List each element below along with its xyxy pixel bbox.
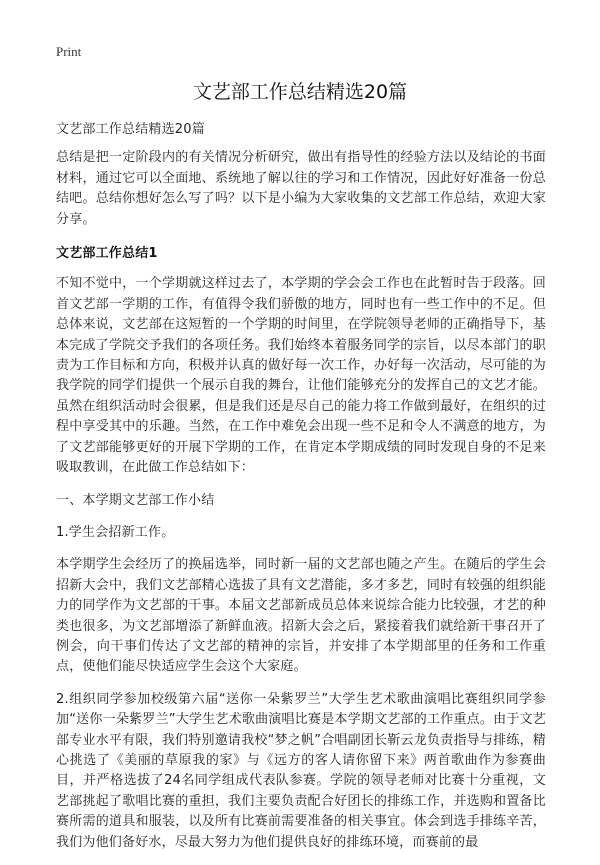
subsection-heading: 一、本学期文艺部工作小结 xyxy=(56,492,215,508)
document-body xyxy=(56,120,546,865)
section-heading: 文艺部工作总结1 xyxy=(56,246,158,262)
body-paragraph: 2.组织同学参加校级第六届“送你一朵紫罗兰”大学生艺术歌曲演唱比赛组织同学参加“送你一朵紫罗兰”大学生艺术歌曲演唱比赛是本学期文艺部的工作重点。由于文艺部专业水平有限，我们特别邀请我校“梦之帆”合唱副团长靳云龙负责指导与排练，精心挑选了《美丽的草原我的家》与《远方的客人请你留下来》两首歌曲作为参赛曲目，并严格选拔了24名同学组成代表队参赛。学院的领导老师对比赛十分重视，文艺部挑起了歌唱比赛的重担，我们主要负责配合好团长的排练工作，并选购和置备比赛所需的道具和服装，以及所有比赛前需要准备的相关事宜。体会到选手排练辛苦，我们为他们备好水，尽最大努力为他们提供良好的排练环境，而赛前的最 xyxy=(56,691,546,850)
body-paragraph: 本学期学生会经历了的换届选举，同时新一届的文艺部也随之产生。在随后的学生会招新大会中，我们文艺部精心选拔了具有文艺潜能，多才多艺，同时有较强的组织能力的同学作为文艺部的干事。本届文艺部新成员总体来说综合能力比较强，才艺的种类也很多，为文艺部增添了新鲜血液。招新大会之后，紧接着我们就给新干事召开了例会，向干事们传达了文艺部的精神的宗旨，并安排了本学期部里的任务和工作重点，使他们能尽快适应学生会这个大家庭。 xyxy=(56,557,546,675)
print-link[interactable]: Print xyxy=(56,44,82,59)
document-title: 文艺部工作总结精选20篇 xyxy=(192,81,408,103)
list-item-heading: 1.学生会招新工作。 xyxy=(56,524,175,540)
body-paragraph: 不知不觉中，一个学期就这样过去了，本学期的学会会工作也在此暂时告于段落。回首文艺部一学期的工作，有值得令我们骄傲的地方，同时也有一些工作中的不足。但总体来说，文艺部在这短暂的一个学期的时间里，在学院领导老师的正确指导下，基本完成了学院交予我们的各项任务。我们始终本着服务同学的宗旨，以尽本部门的职责为工作目标和方向，积极并认真的做好每一次工作，办好每一次活动，尽可能的为我学院的同学们提供一个展示自我的舞台，让他们能够充分的发挥自己的文艺才能。虽然在组织活动时会很累，但是我们还是尽自己的能力将工作做到最好，在组织的过程中享受其中的乐趣。当然，在工作中难免会出现一些不足和令人不满意的地方，为了文艺部能够更好的开展下学期的工作，在肯定本学期成绩的同时发现自身的不足来吸取教训，在此做工作总结如下： xyxy=(56,276,546,476)
intro-paragraph: 总结是把一定阶段内的有关情况分析研究，做出有指导性的经验方法以及结论的书面材料，通过它可以全面地、系统地了解以往的学习和工作情况，因此好好准备一份总结吧。总结你想好怎么写了吗？以下是小编为大家收集的文艺部工作总结，欢迎大家分享。 xyxy=(56,150,546,227)
document-subtitle: 文艺部工作总结精选20篇 xyxy=(56,122,205,137)
